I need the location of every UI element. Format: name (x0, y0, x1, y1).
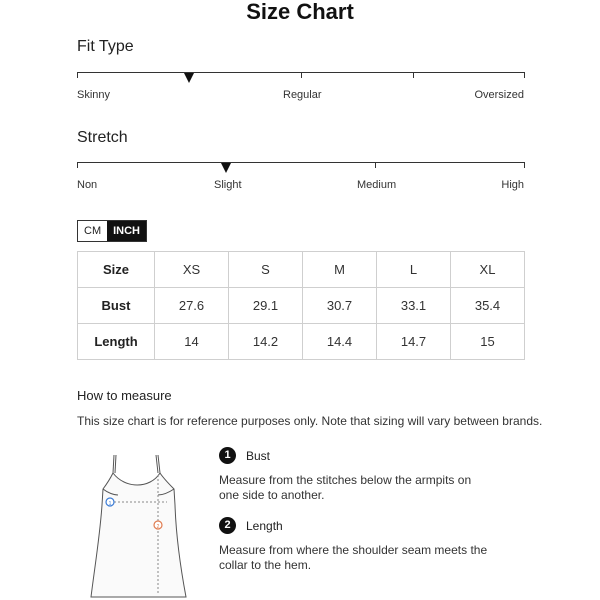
fit-type-label-oversized: Oversized (474, 89, 524, 101)
fit-type-label-skinny: Skinny (77, 89, 111, 101)
fit-type-tick (524, 72, 525, 78)
stretch-label-medium: Medium (357, 179, 397, 191)
stretch-tick (77, 162, 78, 168)
unit-inch-button[interactable]: INCH (107, 221, 146, 241)
table-cell: 33.1 (377, 288, 451, 324)
how-to-measure-heading: How to measure (77, 388, 172, 403)
step-2-title: Length (246, 519, 283, 533)
stretch-heading: Stretch (77, 129, 128, 146)
stretch-marker-icon (221, 163, 231, 173)
table-row-label: Bust (78, 288, 155, 324)
stretch-label-high: High (501, 179, 524, 191)
table-cell: 15 (451, 324, 525, 360)
table-header-cell: S (229, 252, 303, 288)
stretch-scale (77, 162, 525, 182)
table-cell: 30.7 (303, 288, 377, 324)
table-cell: 14 (155, 324, 229, 360)
table-header-cell: L (377, 252, 451, 288)
stretch-label-non: Non (77, 179, 98, 191)
page-title: Size Chart (246, 0, 354, 24)
svg-text:1: 1 (108, 501, 112, 507)
fit-type-marker-icon (184, 73, 194, 83)
table-cell: 27.6 (155, 288, 229, 324)
stretch-label-slight: Slight (214, 179, 242, 191)
table-row-label: Length (78, 324, 155, 360)
table-header-cell: Size (78, 252, 155, 288)
reference-note: This size chart is for reference purposes only. Note that sizing will vary between brands. (77, 414, 543, 428)
step-1-number-icon: 1 (219, 447, 236, 464)
table-cell: 14.7 (377, 324, 451, 360)
size-table (77, 251, 525, 360)
table-header-row (78, 252, 525, 288)
stretch-tick (375, 162, 376, 168)
step-1-title: Bust (246, 449, 271, 463)
unit-cm-button[interactable]: CM (78, 221, 107, 241)
fit-type-tick (301, 72, 302, 78)
table-header-cell: XS (155, 252, 229, 288)
table-row (78, 288, 525, 324)
step-1-text: Measure from the stitches below the armpits on one side to another. (219, 473, 472, 502)
fit-type-heading: Fit Type (77, 38, 134, 55)
fit-type-label-regular: Regular (283, 89, 322, 101)
fit-type-tick (413, 72, 414, 78)
fit-type-tick (77, 72, 78, 78)
table-cell: 29.1 (229, 288, 303, 324)
step-2-text: Measure from where the shoulder seam meets the collar to the hem. (219, 543, 488, 572)
table-cell: 35.4 (451, 288, 525, 324)
svg-text:2: 2 (156, 524, 160, 530)
step-2-number-icon: 2 (219, 517, 236, 534)
table-header-cell: M (303, 252, 377, 288)
table-header-cell: XL (451, 252, 525, 288)
table-row (78, 324, 525, 360)
stretch-scale-line (77, 162, 525, 163)
stretch-tick (524, 162, 525, 168)
unit-toggle (77, 220, 147, 242)
table-cell: 14.4 (303, 324, 377, 360)
table-cell: 14.2 (229, 324, 303, 360)
tank-top-diagram (80, 445, 200, 600)
